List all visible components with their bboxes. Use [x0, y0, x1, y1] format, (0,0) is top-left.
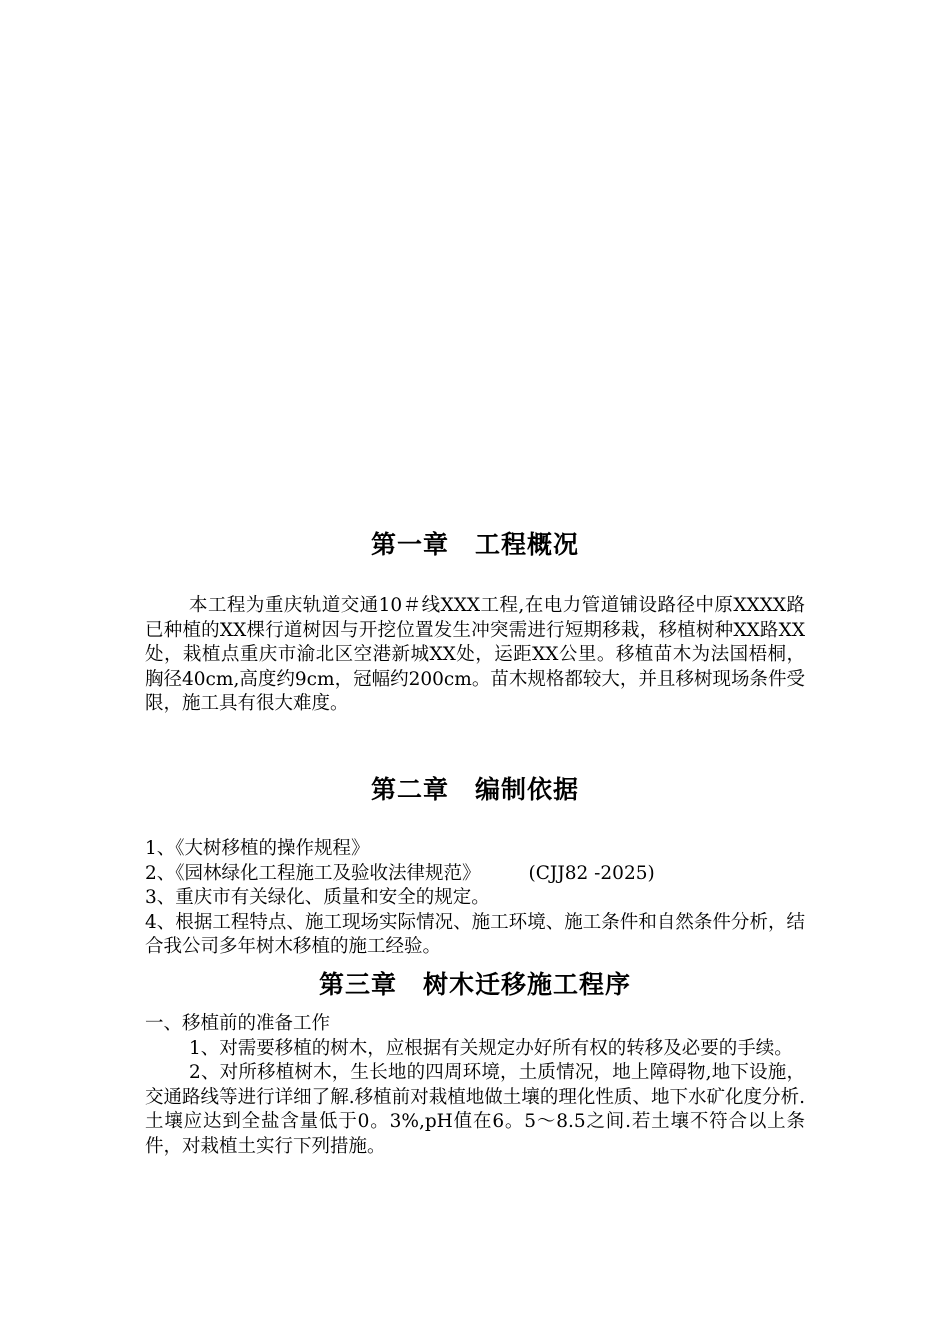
- chapter-2-title: 第二章 编制依据: [370, 775, 579, 804]
- section-heading: 一、移植前的准备工作: [145, 1013, 331, 1034]
- paragraph: 2、对所移植树木，生长地的四周环境，土质情况，地上障碍物,地下设施，交通路线等进行详细了解.移植前对栽植地做土壤的理化性质、地下水矿化度分析.土壤应达到全盐含量低于0。3%,pH值在6。5～8.5之间.若土壤不符合以上条件，对栽植土实行下列措施。: [145, 1062, 805, 1157]
- chapter-1-body: 本工程为重庆轨道交通10＃线XXX工程,在电力管道铺设路径中原XXXX路已种植的XX棵行道树因与开挖位置发生冲突需进行短期移栽，移植树种XX路XX处，栽植点重庆市渝北区空港新城XX处，运距XX公里。移植苗木为法国梧桐，胸径40cm,高度约9cm，冠幅约200cm。苗木规格都较大，并且移树现场条件受限，施工具有很大难度。: [145, 595, 805, 714]
- standard-code: (CJJ82 -2025): [528, 862, 655, 884]
- chapter-1-title: 第一章 工程概况: [370, 530, 579, 559]
- document-page: [145, 0, 805, 1344]
- paragraph: 1、对需要移植的树木，应根据有关规定办好所有权的转移及必要的手续。: [189, 1037, 793, 1059]
- list-item: [145, 862, 805, 887]
- chapter-3-body: [145, 1012, 805, 1159]
- list-item: 1、《大树移植的操作规程》: [145, 838, 370, 859]
- list-item-text: 2、《园林绿化工程施工及验收法律规范》: [145, 862, 481, 884]
- list-item: 3、重庆市有关绿化、质量和安全的规定。: [145, 887, 490, 908]
- basis-list: [145, 837, 805, 960]
- chapter-3-title: 第三章 树木迁移施工程序: [318, 970, 631, 999]
- list-item: 4、根据工程特点、施工现场实际情况、施工环境、施工条件和自然条件分析，结合我公司多年树木移植的施工经验。: [145, 911, 805, 957]
